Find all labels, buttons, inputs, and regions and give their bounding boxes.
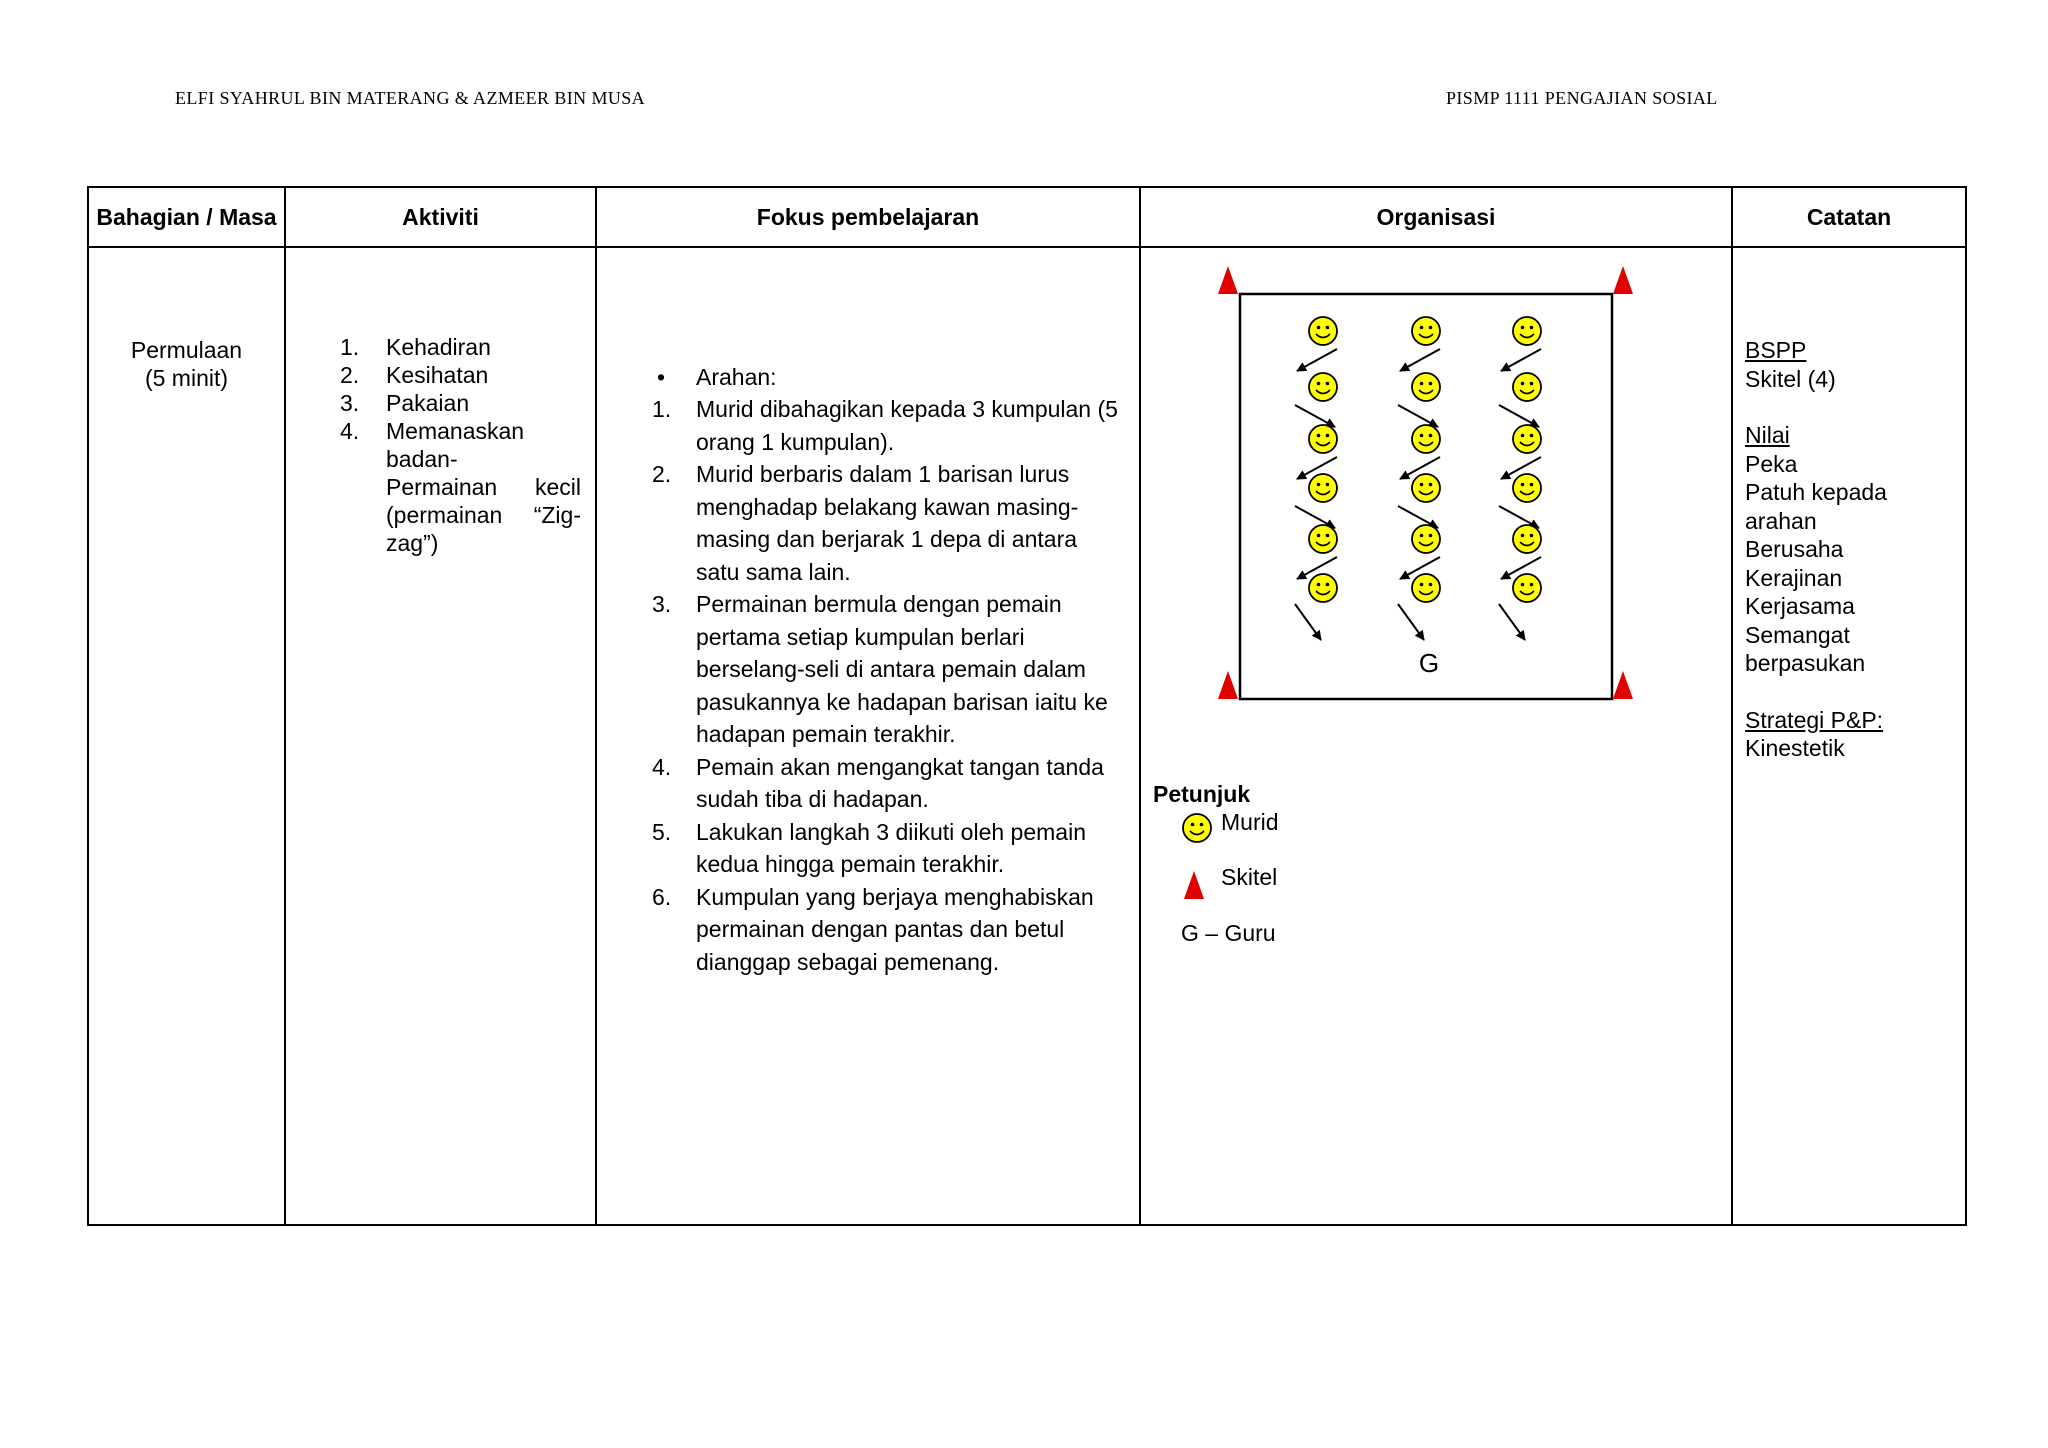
player-smiley-icon	[1309, 373, 1337, 401]
zigzag-arrow	[1295, 405, 1335, 427]
list-item	[286, 389, 595, 417]
header-aktiviti: Aktiviti	[285, 187, 596, 247]
player-smiley-icon	[1513, 373, 1541, 401]
player-smiley-icon	[1513, 425, 1541, 453]
cell-fokus	[596, 247, 1140, 1225]
player-smiley-icon	[1412, 425, 1440, 453]
bullet-icon: •	[657, 364, 666, 390]
lesson-plan-table	[87, 186, 1967, 1226]
player-smiley-icon	[1309, 317, 1337, 345]
item-number: 6.	[652, 883, 672, 910]
player-smiley-icon	[1412, 525, 1440, 553]
legend-guru: G – Guru	[1181, 920, 1276, 946]
item-text: Kehadiran	[386, 334, 491, 360]
item-text: Pemain akan mengangkat tangan tanda sudah tiba di hadapan.	[696, 753, 1104, 812]
header-right-course: PISMP 1111 PENGAJIAN SOSIAL	[1446, 88, 1718, 108]
nilai-item: Patuh kepada	[1745, 479, 1887, 505]
list-item	[597, 751, 1139, 816]
nilai-heading: Nilai	[1745, 422, 1790, 448]
list-item	[597, 816, 1139, 881]
bahagian-name: Permulaan	[130, 337, 243, 363]
nilai-item: berpasukan	[1745, 650, 1866, 676]
item-number: 1.	[652, 396, 672, 422]
legend-smiley-icon	[1183, 814, 1211, 842]
nilai-item: Berusaha	[1745, 536, 1844, 562]
item-text: Kesihatan	[386, 362, 489, 388]
cone-icon	[1218, 671, 1238, 699]
item-text: Kumpulan yang berjaya menghabiskan permainan dengan pantas dan betul dianggap sebagai pemenang.	[696, 883, 1094, 975]
cell-catatan	[1732, 247, 1966, 1225]
nilai-item: arahan	[1745, 507, 1817, 534]
bspp-heading: BSPP	[1745, 337, 1807, 363]
zigzag-arrow	[1398, 604, 1424, 640]
legend-skitel: Skitel	[1221, 864, 1278, 890]
player-smiley-icon	[1412, 373, 1440, 401]
zigzag-arrow	[1295, 506, 1335, 528]
legend-cone-icon	[1184, 871, 1204, 899]
cell-aktiviti	[285, 247, 596, 1225]
strategi-item: Kinestetik	[1745, 735, 1845, 761]
item-number: 4.	[340, 418, 360, 444]
cone-icon	[1613, 266, 1633, 294]
cone-icon	[1613, 671, 1633, 699]
item-text: Murid dibahagikan kepada 3 kumpulan (5 orang 1 kumpulan).	[696, 396, 1118, 455]
player-smiley-icon	[1412, 474, 1440, 502]
list-item	[597, 393, 1139, 458]
teacher-mark: G	[1418, 648, 1440, 678]
nilai-item: Kerajinan	[1745, 564, 1843, 591]
player-smiley-icon	[1309, 525, 1337, 553]
zigzag-arrow	[1499, 506, 1539, 528]
list-item	[597, 588, 1139, 751]
item-number: 2.	[340, 362, 360, 388]
player-smiley-icon	[1309, 574, 1337, 602]
item-text: Permainan kecil	[386, 474, 581, 500]
item-text: (permainan “Zig-	[386, 502, 581, 528]
item-text: Memanaskan	[386, 418, 525, 444]
item-text: badan-	[386, 446, 458, 472]
item-number: 5.	[652, 818, 672, 845]
zigzag-arrow	[1398, 405, 1438, 427]
legend-title: Petunjuk	[1153, 781, 1251, 807]
item-number: 1.	[340, 334, 360, 360]
zigzag-arrow	[1400, 349, 1440, 371]
player-smiley-icon	[1513, 317, 1541, 345]
player-smiley-icon	[1309, 425, 1337, 453]
zigzag-arrow	[1501, 349, 1541, 371]
bahagian-duration: (5 minit)	[144, 365, 229, 391]
player-smiley-icon	[1513, 474, 1541, 502]
player-smiley-icon	[1513, 525, 1541, 553]
zigzag-arrow	[1499, 405, 1539, 427]
list-item	[286, 333, 595, 361]
item-text: Arahan:	[696, 364, 777, 390]
list-item	[286, 417, 595, 557]
table-row	[88, 247, 1966, 1225]
item-text: Lakukan langkah 3 diikuti oleh pemain kedua hingga pemain terakhir.	[696, 818, 1086, 877]
player-smiley-icon	[1513, 574, 1541, 602]
zigzag-arrow	[1499, 604, 1525, 640]
header-fokus: Fokus pembelajaran	[596, 187, 1140, 247]
bspp-item: Skitel (4)	[1745, 365, 1836, 392]
list-item	[597, 458, 1139, 588]
legend-murid: Murid	[1221, 809, 1279, 835]
header-catatan: Catatan	[1732, 187, 1966, 247]
list-item	[286, 361, 595, 389]
item-number: 2.	[652, 461, 672, 487]
nilai-item: Kerjasama	[1745, 593, 1855, 619]
list-item	[597, 361, 1139, 393]
player-smiley-icon	[1309, 474, 1337, 502]
formation-diagram	[1141, 248, 1731, 1248]
zigzag-arrow	[1297, 349, 1337, 371]
nilai-item: Peka	[1745, 450, 1798, 477]
nilai-item: Semangat	[1745, 621, 1850, 648]
player-smiley-icon	[1412, 317, 1440, 345]
item-text: zag”)	[386, 530, 439, 556]
header-organisasi: Organisasi	[1140, 187, 1732, 247]
list-item	[597, 881, 1139, 979]
header-bahagian: Bahagian / Masa	[88, 187, 285, 247]
zigzag-arrow	[1398, 506, 1438, 528]
item-text: Pakaian	[386, 390, 470, 416]
zigzag-arrow	[1295, 604, 1321, 640]
table-header-row	[88, 187, 1966, 247]
item-number: 4.	[652, 753, 672, 780]
item-text: Permainan bermula dengan pemain pertama setiap kumpulan berlari berselang-seli di antara pemain dalam pasukannya ke hadapan barisan iaitu ke hadapan pemain terakhir.	[696, 591, 1108, 747]
item-text: Murid berbaris dalam 1 barisan lurus menghadap belakang kawan masing-masing dan berjarak 1 depa di antara satu sama lain.	[696, 461, 1079, 585]
player-smiley-icon	[1412, 574, 1440, 602]
cell-organisasi	[1140, 247, 1732, 1225]
cell-bahagian	[88, 247, 285, 1225]
cone-icon	[1218, 266, 1238, 294]
strategi-heading: Strategi P&P:	[1745, 706, 1884, 733]
header-left-authors: ELFI SYAHRUL BIN MATERANG & AZMEER BIN MUSA	[175, 88, 646, 108]
item-number: 3.	[652, 591, 672, 617]
item-number: 3.	[340, 390, 360, 416]
